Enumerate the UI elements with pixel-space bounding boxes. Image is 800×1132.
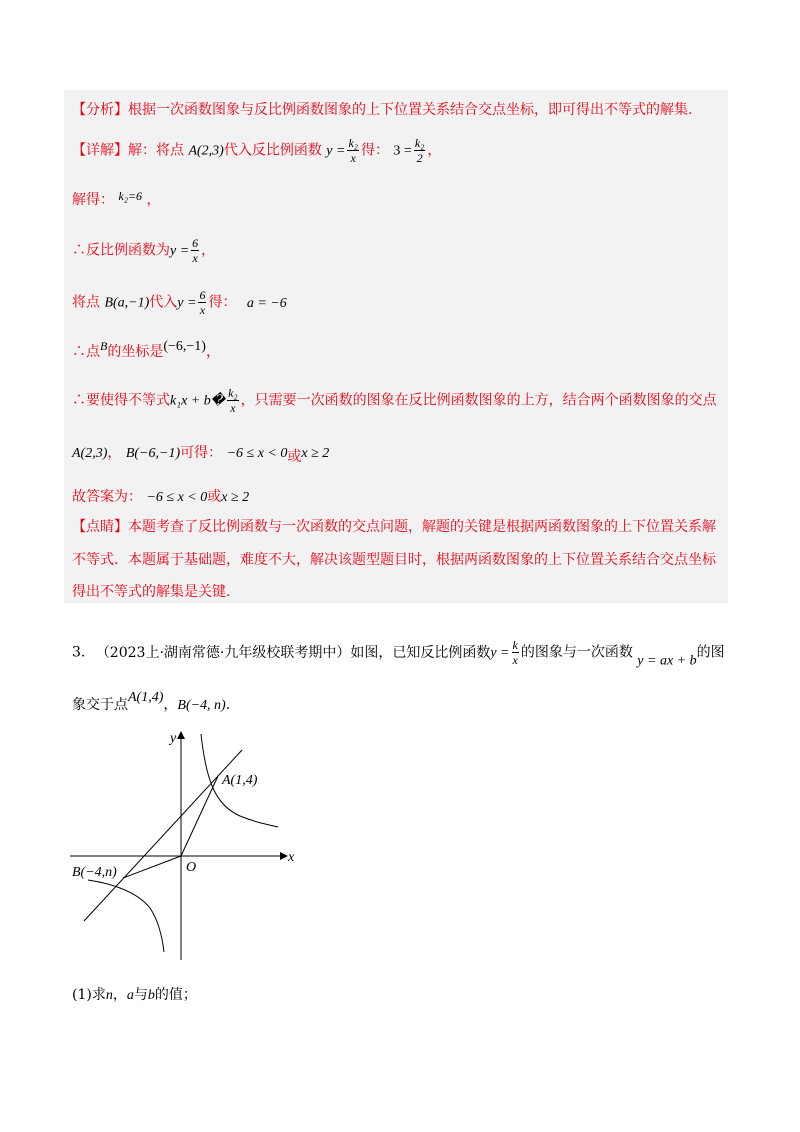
frac-den: x — [199, 303, 206, 317]
question-line-1 — [72, 638, 725, 672]
fraction-6-x — [198, 288, 206, 317]
comment-tag: 【点睛】 — [72, 519, 128, 535]
sub1-label: (1)求 — [72, 987, 106, 1003]
or-text: 或 — [287, 449, 302, 465]
sub1-comma: ， — [112, 987, 127, 1003]
ineq-expr: k₁x + b� — [170, 393, 226, 409]
pts-a: A(2,3) — [72, 446, 108, 461]
therefore2-mid: 的坐标是 — [107, 344, 164, 360]
fraction-k2-x — [347, 136, 359, 165]
substitute-line — [72, 288, 287, 317]
answer-range-2: x ≥ 2 — [221, 490, 250, 505]
q-point-b: B(−4, n) — [177, 698, 226, 713]
frac-den: x — [192, 251, 198, 265]
detail-text-2: 代入反比例函数 — [223, 142, 322, 159]
question-source: （2023上·湖南常德·九年级校联考期中）如图，已知反比例函数 — [95, 644, 491, 661]
analysis-line — [72, 100, 692, 120]
pts-b: B(−6,−1) — [125, 446, 181, 461]
frac-den: 2 — [416, 151, 423, 165]
comment-text-3: 得出不等式的解集是关键. — [72, 584, 231, 600]
frac-num: k₂ — [228, 386, 238, 400]
comment-text-1: 本题考查了反比例函数与一次函数的交点问题，解题的关键是根据两函数图象的上下位置关系解 — [128, 519, 716, 535]
frac-den: x — [350, 151, 356, 165]
pts-sep: ， — [107, 445, 122, 461]
sub-text: 代入 — [149, 294, 178, 311]
answer-range-1: −6 ≤ x < 0 — [146, 490, 208, 505]
sub-de: 得： — [208, 294, 237, 311]
eq-lhs: 3 = — [393, 143, 412, 159]
answer-or: 或 — [207, 489, 222, 505]
frac-den: x — [512, 653, 518, 667]
ineq-post: ，只需要一次函数的图象在反比例函数图象的上方，结合两个函数图象的交点 — [240, 392, 717, 409]
de-text: 得： — [360, 142, 389, 159]
comment-text-2: 不等式．本题属于基础题，难度不大，解决该题型题目时，根据两函数图象的上下位置关系结合交点坐标 — [72, 552, 716, 568]
a-value: a = −6 — [246, 295, 287, 311]
comment-line-2 — [72, 550, 716, 570]
sub-question-1 — [72, 985, 197, 1006]
k2-value: k₂=6 — [118, 189, 143, 203]
solve-line — [72, 186, 161, 210]
answer-line — [72, 487, 249, 508]
comment-line-3 — [72, 582, 230, 602]
frac-den: x — [230, 401, 236, 415]
frac-num: k₂ — [414, 136, 425, 150]
therefore2-end: ， — [205, 344, 220, 360]
points-line — [72, 443, 329, 467]
detail-line — [72, 136, 441, 165]
fraction-k2-2 — [414, 136, 426, 165]
comma: ， — [201, 242, 216, 259]
q-y-eq: y = — [490, 645, 510, 661]
fraction-k-x — [512, 638, 519, 667]
answer-label: 故答案为： — [72, 489, 142, 505]
func-lhs: y = — [170, 243, 190, 259]
fraction-6-x — [191, 236, 199, 265]
point-b-label: B(−4,n) — [72, 865, 117, 880]
function-graph — [60, 720, 320, 970]
inequality-line — [72, 386, 717, 415]
detail-text-1: 解：将点 — [128, 142, 184, 159]
analysis-tag: 【分析】 — [72, 102, 128, 118]
q-line2-pre: 象交于点 — [72, 697, 128, 713]
var-b: b — [147, 988, 155, 1003]
func-lhs: y = — [177, 295, 197, 311]
frac-num: k₂ — [348, 136, 358, 150]
frac-num: 6 — [199, 288, 206, 302]
frac-num: k — [512, 638, 518, 652]
question-mid: 的图象与一次函数 — [520, 644, 633, 661]
fraction-k2-x — [227, 386, 239, 415]
question-number: 3. — [72, 644, 86, 661]
point-a-label: A(2,3) — [188, 143, 224, 159]
analysis-text: 根据一次函数图象与反比例函数图象的上下位置关系结合交点坐标，即可得出不等式的解集. — [128, 102, 693, 118]
solve-label: 解得： — [72, 192, 114, 208]
ineq-pre: ∴要使得不等式 — [72, 392, 170, 409]
therefore-line — [72, 236, 215, 265]
x-axis-label: x — [288, 850, 295, 865]
comma: ， — [146, 192, 161, 208]
question-line-2 — [72, 688, 230, 716]
origin-label: O — [186, 860, 197, 875]
sub1-zhi: 的值； — [154, 987, 197, 1003]
q-sep: ， — [163, 697, 178, 713]
point-a-label: A(1,4) — [222, 773, 258, 788]
comment-line-1 — [72, 517, 716, 537]
linear-function-line — [84, 750, 242, 921]
linear-func: y = ax + b — [637, 653, 697, 669]
q-point-a: A(1,4) — [128, 690, 164, 705]
pts-get: 可得： — [180, 445, 223, 461]
point-b-label: B(a,−1) — [104, 295, 150, 311]
question-end: 的图 — [696, 644, 725, 661]
therefore-text: ∴反比例函数为 — [72, 242, 170, 259]
segment-ob — [123, 856, 181, 878]
y-axis-label: y — [170, 731, 177, 746]
comma: ， — [427, 142, 442, 159]
b-coord-line — [72, 336, 220, 362]
detail-tag: 【详解】 — [72, 142, 128, 159]
sub1-yu: 与 — [133, 987, 148, 1003]
func-lhs: y = — [326, 143, 346, 159]
var-n: n — [105, 988, 113, 1003]
therefore2-pre: ∴点 — [72, 344, 100, 360]
hyperbola-branch-q3 — [88, 880, 164, 952]
segment-oa — [181, 776, 218, 856]
b-coordinate: (−6,−1) — [163, 339, 206, 354]
sub-label: 将点 — [72, 294, 100, 311]
frac-num: 6 — [192, 236, 199, 250]
q-period: . — [225, 697, 231, 713]
var-a: a — [126, 988, 134, 1003]
b-letter: B — [100, 339, 108, 353]
range-2: x ≥ 2 — [301, 446, 330, 461]
range-1: −6 ≤ x < 0 — [226, 446, 288, 461]
